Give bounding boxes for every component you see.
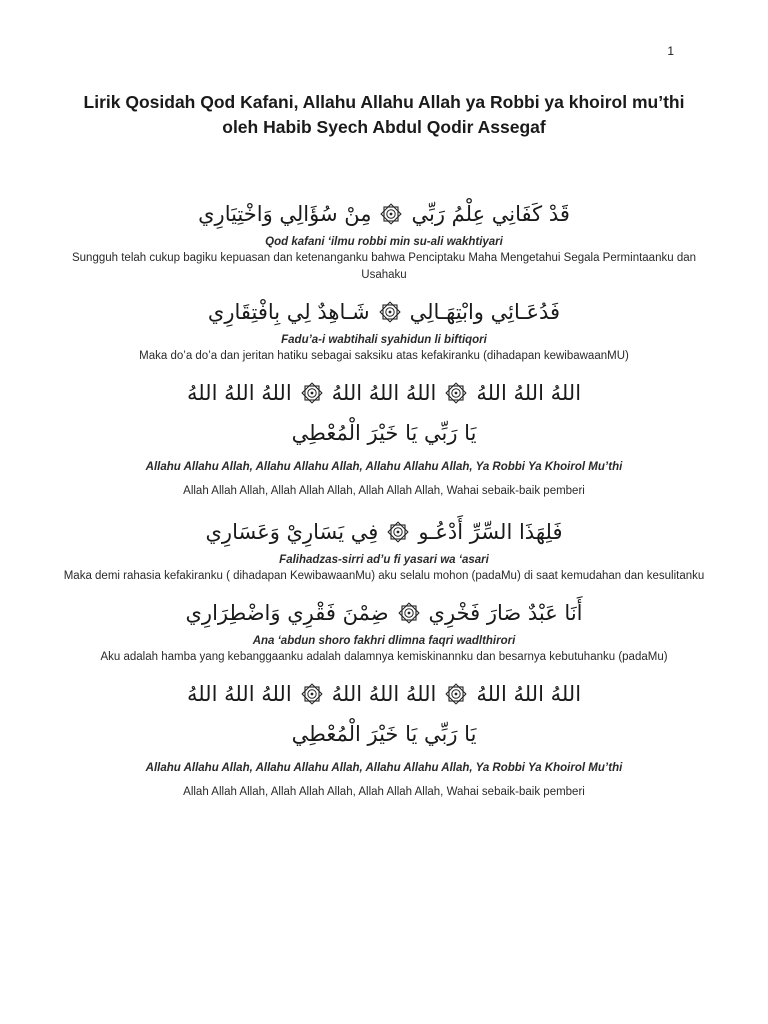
chorus-transliteration: Allahu Allahu Allah, Allahu Allahu Allah, Allahu Allahu Allah, Ya Robbi Ya Khoirol Mu’thi bbox=[145, 461, 623, 473]
translation: Sungguh telah cukup bagiku kepuasan dan ketenanganku bahwa Penciptaku Maha Mengetahui Segala Permintaanku dan Usahaku bbox=[71, 252, 696, 281]
translation: Maka demi rahasia kefakiranku ( dihadapan KewibawaanMu) aku selalu mohon (padaMu) di saat kemudahan dan kesulitanku bbox=[63, 570, 705, 582]
arabic-line bbox=[60, 196, 708, 232]
translation: Maka do’a do’a dan jeritan hatiku sebagai saksiku atas kefakiranku (dihadapan kewibawaanMU) bbox=[139, 350, 629, 362]
rub-el-hizb-icon bbox=[378, 300, 402, 324]
chorus-arabic-line-2: يَا رَبِّي يَا خَيْرَ الْمُعْطِي bbox=[291, 421, 477, 445]
chorus-arabic-segment: اللهُ اللهُ اللهُ bbox=[186, 381, 292, 405]
arabic-line bbox=[60, 294, 708, 330]
arabic-line bbox=[60, 514, 708, 550]
rub-el-hizb-icon bbox=[300, 381, 324, 405]
chorus-2 bbox=[60, 676, 708, 801]
chorus-translation: Allah Allah Allah, Allah Allah Allah, Allah Allah Allah, Wahai sebaik-baik pemberi bbox=[183, 786, 585, 798]
transliteration: Ana ‘abdun shoro fakhri dlimna faqri wadlthirori bbox=[252, 635, 516, 647]
arabic-hemistich-right: فَدُعَـائِي وابْتِهَـالِي bbox=[409, 300, 561, 324]
chorus-arabic-segment: اللهُ اللهُ اللهُ bbox=[331, 381, 437, 405]
chorus-1 bbox=[60, 375, 708, 500]
arabic-line bbox=[60, 595, 708, 631]
translation: Aku adalah hamba yang kebanggaanku adalah dalamnya kemiskinannku dan besarnya kebutuhanku (padaMu) bbox=[100, 651, 668, 663]
verse-1 bbox=[60, 196, 708, 284]
rub-el-hizb-icon bbox=[386, 520, 410, 544]
transliteration: Qod kafani ‘ilmu robbi min su-ali wakhtiyari bbox=[265, 236, 503, 248]
arabic-hemistich-left: شَـاهِدٌ لِي بِافْتِقَارِي bbox=[207, 300, 370, 324]
arabic-hemistich-left: فِي يَسَارِيْ وَعَسَارِي bbox=[205, 520, 379, 544]
chorus-arabic-segment: اللهُ اللهُ اللهُ bbox=[476, 682, 582, 706]
chorus-arabic-line-2: يَا رَبِّي يَا خَيْرَ الْمُعْطِي bbox=[291, 722, 477, 746]
chorus-translation: Allah Allah Allah, Allah Allah Allah, Allah Allah Allah, Wahai sebaik-baik pemberi bbox=[183, 485, 585, 497]
arabic-hemistich-left: ضِمْنَ فَقْرِي وَاضْطِرَارِي bbox=[185, 601, 389, 625]
arabic-hemistich-left: مِنْ سُؤَالِي وَاخْتِيَارِي bbox=[198, 202, 372, 226]
chorus-arabic-segment: اللهُ اللهُ اللهُ bbox=[476, 381, 582, 405]
page-number: 1 bbox=[667, 44, 674, 58]
page-title: Lirik Qosidah Qod Kafani, Allahu Allahu Allah ya Robbi ya khoirol mu’thi oleh Habib Syech Abdul Qodir Assegaf bbox=[83, 92, 685, 137]
rub-el-hizb-icon bbox=[300, 682, 324, 706]
verse-4 bbox=[60, 595, 708, 666]
rub-el-hizb-icon bbox=[444, 682, 468, 706]
chorus-arabic-line-1 bbox=[60, 375, 708, 411]
rub-el-hizb-icon bbox=[397, 601, 421, 625]
arabic-hemistich-right: فَلِهَذَا السِّرِّ أَدْعُـو bbox=[418, 520, 563, 544]
verse-2 bbox=[60, 294, 708, 365]
transliteration: Fadu’a-i wabtihali syahidun li biftiqori bbox=[281, 334, 487, 346]
transliteration: Falihadzas-sirri ad’u fi yasari wa ‘asari bbox=[279, 554, 489, 566]
rub-el-hizb-icon bbox=[444, 381, 468, 405]
chorus-arabic-line-1 bbox=[60, 676, 708, 712]
chorus-arabic-segment: اللهُ اللهُ اللهُ bbox=[331, 682, 437, 706]
verse-3 bbox=[60, 514, 708, 585]
lyrics-content bbox=[60, 196, 708, 811]
chorus-arabic-segment: اللهُ اللهُ اللهُ bbox=[186, 682, 292, 706]
rub-el-hizb-icon bbox=[379, 202, 403, 226]
arabic-hemistich-right: قَدْ كَفَانِي عِلْمُ رَبِّي bbox=[411, 202, 570, 226]
arabic-hemistich-right: أَنَا عَبْدٌ صَارَ فَخْرِي bbox=[428, 601, 583, 625]
chorus-transliteration: Allahu Allahu Allah, Allahu Allahu Allah, Allahu Allahu Allah, Ya Robbi Ya Khoirol Mu’thi bbox=[145, 762, 623, 774]
